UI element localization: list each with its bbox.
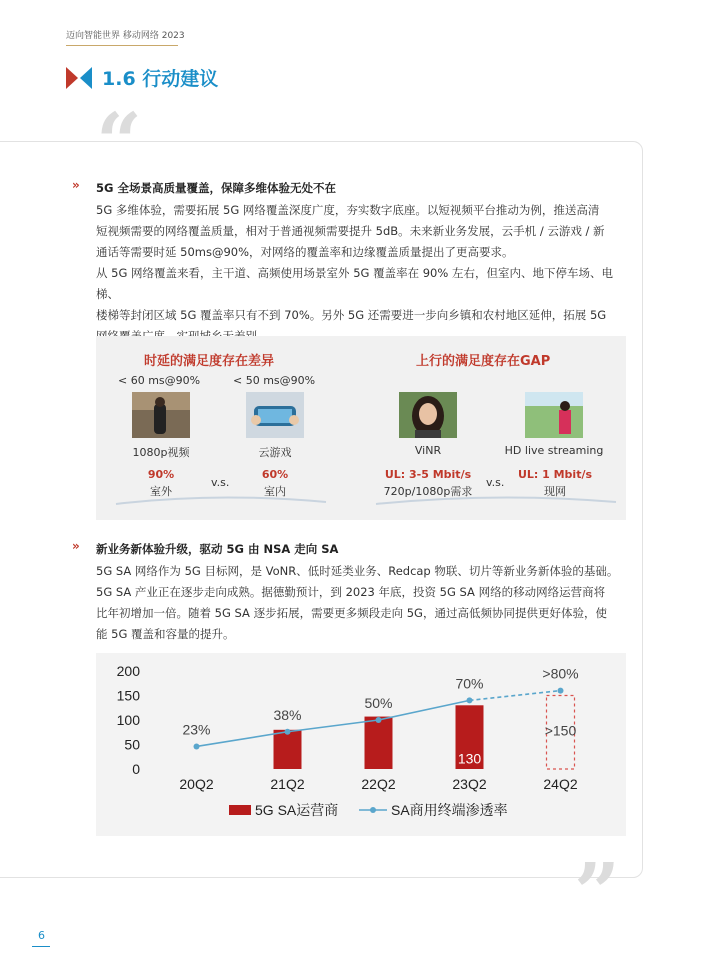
line-value-label: 38% <box>273 706 302 723</box>
latency-title: 时延的满足度存在差异 <box>144 354 275 369</box>
block2-line: 能 5G 覆盖和容量的提升。 <box>96 627 235 641</box>
vinr-uplink-req: UL: 3-5 Mbit/s <box>384 468 472 481</box>
caption-1080p-video: 1080p视频 <box>132 446 190 459</box>
live-uplink-current: UL: 1 Mbit/s <box>517 468 593 481</box>
block1-heading: 5G 全场景高质量覆盖，保障多维体验无处不在 <box>96 181 336 195</box>
x-tick-label: 20Q2 <box>179 776 214 792</box>
block2-paragraph <box>96 561 631 645</box>
sa-chart <box>96 653 626 836</box>
sa-chart-svg <box>96 653 626 836</box>
vinr-call-photo <box>399 392 457 438</box>
line-value-label: >80% <box>542 665 579 682</box>
block1-line: 通话等需要时延 50ms@90%，对网络的覆盖率和边缘覆盖质量提出了更高要求。 <box>96 245 514 259</box>
line-point <box>285 729 291 735</box>
y-tick-label: 200 <box>116 663 140 679</box>
legend-bar-label: 5G SA运营商 <box>255 802 339 818</box>
bar-value-label: 130 <box>457 750 482 767</box>
bullet-icon: » <box>72 178 80 192</box>
legend-line-label: SA商用终端渗透率 <box>391 802 508 818</box>
line-series <box>197 700 470 746</box>
section-title-text: 1.6 行动建议 <box>102 68 219 90</box>
block2-line: 5G SA 产业正在逐步走向成熟。据德勤预计，到 2023 年底，投资 5G SA 网络的移动网络运营商将 <box>96 585 606 599</box>
block1-line: 短视频需要的网络覆盖质量，相对于普通视频需要提升 5dB。未来新业务发展，云手机 / 云游戏 / 新 <box>96 224 605 238</box>
street-video-photo <box>132 392 190 438</box>
block2-line: 比年初增加一倍。随着 5G SA 逐步拓展，需要更多频段走向 5G，通过高低频协同提供更好体验，使 <box>96 606 607 620</box>
open-quote-icon: “ <box>96 95 143 189</box>
legend-bar-swatch <box>229 805 251 815</box>
line-value-label: 70% <box>455 675 484 692</box>
page-number-underline <box>32 946 50 947</box>
block1-line: 从 5G 网络覆盖来看，主干道、高频使用场景室外 5G 覆盖率在 90% 左右，但室内、地下停车场、电梯、 <box>96 266 613 301</box>
y-tick-label: 100 <box>116 712 140 728</box>
x-tick-label: 24Q2 <box>543 776 578 792</box>
cloud-gaming-photo <box>246 392 304 438</box>
x-tick-label: 21Q2 <box>270 776 305 792</box>
uplink-title: 上行的满足度存在GAP <box>416 354 551 369</box>
y-tick-label: 0 <box>132 761 140 777</box>
infographic-underline-swoosh <box>96 488 626 512</box>
legend-line-marker <box>370 807 376 813</box>
vs-label-left: v.s. <box>211 476 230 489</box>
line-point <box>376 717 382 723</box>
vinr-uplink-sub: 720p/1080p需求 <box>383 485 473 498</box>
page-number: 6 <box>38 929 45 942</box>
outdoor-label: 室外 <box>150 485 172 498</box>
latency-label-video: < 60 ms@90% <box>118 374 201 387</box>
x-tick-label: 22Q2 <box>361 776 396 792</box>
x-tick-label: 23Q2 <box>452 776 487 792</box>
bullet-icon: » <box>72 539 80 553</box>
block1-paragraph <box>96 200 631 347</box>
indoor-label: 室内 <box>264 485 286 498</box>
block2-line: 5G SA 网络作为 5G 目标网，是 VoNR、低时延类业务、Redcap 物联、切片等新业务新体验的基础。 <box>96 564 619 578</box>
latency-uplink-infographic <box>96 336 626 520</box>
latency-label-gaming: < 50 ms@90% <box>233 374 316 387</box>
header-divider <box>66 45 178 46</box>
line-value-label: 50% <box>364 695 393 711</box>
indoor-coverage-pct: 60% <box>261 468 289 481</box>
line-point <box>194 743 200 749</box>
y-tick-label: 50 <box>124 736 140 753</box>
line-point <box>558 688 564 694</box>
live-uplink-sub: 现网 <box>544 485 566 498</box>
vs-label-right: v.s. <box>486 476 505 489</box>
bar-value-label: >150 <box>544 722 577 739</box>
y-tick-label: 150 <box>116 687 140 704</box>
live-streaming-photo <box>525 392 583 438</box>
line-point <box>467 697 473 703</box>
header-text: 迈向智能世界 移动网络 2023 <box>66 31 185 41</box>
outdoor-coverage-pct: 90% <box>147 468 175 481</box>
section-title <box>66 64 218 91</box>
bar <box>365 717 393 769</box>
block1-line: 楼梯等封闭区域 5G 覆盖率只有不到 70%。另外 5G 还需要进一步向乡镇和农村地区延伸，拓展 5G <box>96 308 607 322</box>
bar <box>274 730 302 769</box>
close-quote-icon: ” <box>574 845 621 939</box>
block2-heading: 新业务新体验升级，驱动 5G 由 NSA 走向 SA <box>96 542 339 556</box>
line-value-label: 23% <box>182 721 211 738</box>
caption-cloud-gaming: 云游戏 <box>258 446 292 459</box>
section-bowtie-icon <box>66 67 92 89</box>
block1-line: 5G 多维体验，需要拓展 5G 网络覆盖深度广度，夯实数字底座。以短视频平台推动为例，推送高清 <box>96 203 600 217</box>
caption-hd-live: HD live streaming <box>504 444 604 457</box>
caption-vinr: ViNR <box>414 444 442 457</box>
